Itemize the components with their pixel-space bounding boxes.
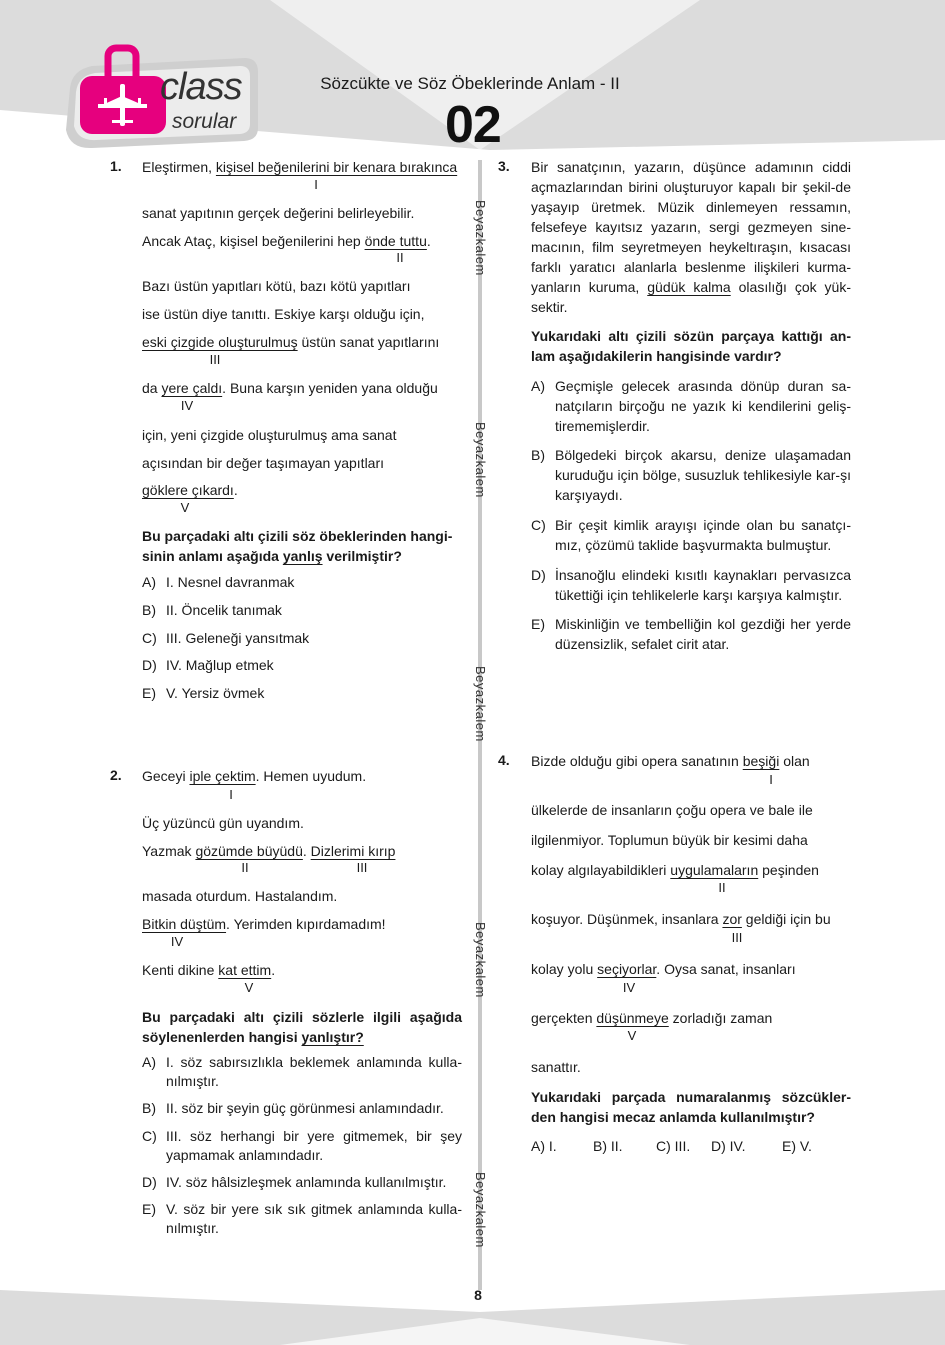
q1-underlined-2: önde tuttu	[364, 233, 427, 249]
q1-underlined-4: yere çaldı	[161, 380, 223, 396]
q1-underlined-1: kişisel beğenilerini bir kenara bırakınca	[215, 159, 458, 175]
q4-option-b[interactable]: B) II.	[593, 1138, 623, 1154]
q1-mark-5: V	[180, 500, 190, 515]
q4-option-c[interactable]: C) III.	[656, 1138, 691, 1154]
q2-line-5: Bitkin düştüm. Yerimden kıpırdamadım!	[142, 916, 386, 932]
q3-option-c[interactable]: C) Bir çeşit kimlik arayışı içinde olan bu sanatçı-mız, çözümü taklide başvurmakta bulmuştur.	[531, 517, 851, 553]
q4-line-8: sanattır.	[531, 1059, 581, 1075]
q4-line-1: Bizde olduğu gibi opera sanatının beşiği olan	[531, 753, 810, 769]
q3-option-d[interactable]: D) İnsanoğlu elindeki kısıtlı kaynakları pervasızca tükettiği için tehlikelerle karşı karşıya kalmıştır.	[531, 567, 851, 603]
q4-number: 4.	[498, 752, 510, 768]
q2-mark-5: V	[244, 980, 254, 995]
q1-line-8: için, yeni çizgide oluşturulmuş ama sanat	[142, 427, 397, 443]
q1-line-5: ise üstün diye tanıttı. Eskiye karşı olduğu için,	[142, 306, 425, 322]
q4-mark-4: IV	[622, 980, 636, 995]
q2-option-c[interactable]: C) III. söz herhangi bir yere gitmemek, bir şey yapmamak anlamındadır.	[142, 1128, 462, 1163]
watermark-4: Beyazkalem	[473, 922, 488, 998]
q4-mark-1: I	[769, 772, 773, 787]
q1-underlined-3: eski çizgide oluşturulmuş	[142, 334, 298, 350]
q1-option-b[interactable]: B) II. Öncelik tanımak	[142, 602, 282, 618]
q3-option-e[interactable]: E) Miskinliğin ve tembelliğin kol gezdiği her yerde düzensizlik, sefalet cirit atar.	[531, 616, 851, 652]
q2-option-b[interactable]: B) II. söz bir şeyin güç görünmesi anlamındadır.	[142, 1100, 444, 1116]
watermark-1: Beyazkalem	[473, 200, 488, 276]
q2-underlined-4: Bitkin düştüm	[142, 916, 227, 932]
q1-line-9: açısından bir değer taşımayan yapıtları	[142, 455, 385, 471]
q4-mark-5: V	[627, 1028, 637, 1043]
q1-line-1: Eleştirmen, kişisel beğenilerini bir kenara bırakınca	[142, 159, 458, 175]
q1-underlined-5: göklere çıkardı	[142, 482, 234, 498]
q1-line-10: göklere çıkardı.	[142, 482, 238, 498]
q2-underlined-5: kat ettim	[218, 962, 272, 978]
q2-mark-1: I	[229, 787, 233, 802]
q1-line-2: sanat yapıtının gerçek değerini belirleyebilir.	[142, 205, 415, 221]
unit-number: 02	[445, 96, 501, 154]
q2-line-6: Kenti dikine kat ettim.	[142, 962, 276, 978]
q4-underlined-4: seçiyorlar	[597, 961, 657, 977]
q4-line-3: ilgilenmiyor. Toplumun büyük bir kesimi daha	[531, 832, 808, 848]
q4-line-4: kolay algılayabildikleri uygulamaların peşinden	[531, 862, 819, 878]
q4-line-7: gerçekten düşünmeye zorladığı zaman	[531, 1010, 773, 1026]
q4-underlined-3: zor	[722, 911, 742, 927]
q1-mark-1: I	[314, 177, 318, 192]
q3-passage: Bir sanatçının, yazarın, düşünce adamının ciddi açmazlarından birini oluşturuyor kapalı bir şekil-de yaşayıp üretmek. Müzik dinlemeyen ressamın, felsefeye kayıtsız yazarın, sergi gezmeyen sine-macının, film seyretmeyen heykeltıraşın, kısacası farklı yaratıcı alanlarla beslenme ilişkileri kurma-yanların kuruma, güdük kalma olasılığı çok yük-sektir.	[531, 159, 851, 315]
q4-line-6: kolay yolu seçiyorlar. Oysa sanat, insanları	[531, 961, 796, 977]
q2-mark-3: III	[356, 860, 368, 875]
q2-mark-2: II	[241, 860, 249, 875]
badge-class-text: class	[160, 66, 242, 108]
q4-underlined-5: düşünmeye	[596, 1010, 669, 1026]
q2-mark-4: IV	[170, 934, 184, 949]
q2-question: Bu parçadaki altı çizili sözlerle ilgili aşağıda söylenenlerden hangisi yanlıştır?	[142, 1009, 462, 1045]
q2-line-3: Yazmak gözümde büyüdü. Dizlerimi kırıp	[142, 843, 396, 859]
q1-line-7: da yere çaldı. Buna karşın yeniden yana olduğu	[142, 380, 438, 396]
q2-option-a[interactable]: A) I. söz sabırsızlıkla beklemek anlamında kulla-nılmıştır.	[142, 1054, 462, 1089]
q1-option-a[interactable]: A) I. Nesnel davranmak	[142, 574, 295, 590]
q2-underlined-1: iple çektim	[189, 768, 256, 784]
q1-question: Bu parçadaki altı çizili söz öbeklerinden hangi- sinin anlamı aşağıda yanlış verilmiştir?	[142, 528, 453, 564]
q2-option-d[interactable]: D) IV. söz hâlsizleşmek anlamında kullanılmıştır.	[142, 1174, 447, 1190]
page-number: 8	[474, 1287, 482, 1303]
q3-option-a[interactable]: A) Geçmişle gelecek arasında dönüp duran sa-natçıların birçoğu ne yazık ki kendilerini geliş-tirememişlerdir.	[531, 378, 851, 434]
q4-line-2: ülkelerde de insanların çoğu opera ve bale ile	[531, 802, 813, 818]
q2-underlined-2: gözümde büyüdü	[195, 843, 303, 859]
q1-mark-4: IV	[180, 398, 194, 413]
q1-option-e[interactable]: E) V. Yersiz övmek	[142, 685, 265, 701]
q2-underlined-3: Dizlerimi kırıp	[310, 843, 396, 859]
q1-option-c[interactable]: C) III. Geleneği yansıtmak	[142, 630, 310, 646]
badge-sorular-text: sorular	[172, 110, 237, 133]
q3-question: Yukarıdaki altı çizili sözün parçaya kattığı an-lam aşağıdakilerin hangisinde vardır?	[531, 328, 851, 364]
q4-option-d[interactable]: D) IV.	[711, 1138, 746, 1154]
q4-underlined-1: beşiği	[742, 753, 780, 769]
q4-underlined-2: uygulamaların	[670, 862, 759, 878]
q3-option-b[interactable]: B) Bölgedeki birçok akarsu, denize ulaşamadan kuruduğu için bölge, susuzluk tehlikesiyle kar-şı karşıyaydı.	[531, 447, 851, 503]
q2-option-e[interactable]: E) V. söz bir yere sık sık gitmek anlamında kulla-nılmıştır.	[142, 1201, 462, 1236]
q1-mark-2: II	[396, 250, 404, 265]
q4-mark-2: II	[718, 880, 726, 895]
q4-mark-3: III	[731, 930, 743, 945]
watermark-5: Beyazkalem	[473, 1172, 488, 1248]
q2-number: 2.	[110, 767, 122, 783]
q1-line-3: Ancak Ataç, kişisel beğenilerini hep önde tuttu.	[142, 233, 431, 249]
watermark-2: Beyazkalem	[473, 422, 488, 498]
q1-number: 1.	[110, 158, 122, 174]
page-title: Sözcükte ve Söz Öbeklerinde Anlam - II	[320, 74, 620, 93]
q1-line-6: eski çizgide oluşturulmuş üstün sanat yapıtlarını	[142, 334, 440, 350]
q1-mark-3: III	[209, 352, 221, 367]
q4-option-a[interactable]: A) I.	[531, 1138, 557, 1154]
q3-underlined: güdük kalma	[647, 279, 731, 295]
q2-line-1: Geceyi iple çektim. Hemen uyudum.	[142, 768, 367, 784]
q4-option-e[interactable]: E) V.	[782, 1138, 812, 1154]
q4-line-5: koşuyor. Düşünmek, insanlara zor geldiği için bu	[531, 911, 831, 927]
q1-option-d[interactable]: D) IV. Mağlup etmek	[142, 657, 274, 673]
q3-number: 3.	[498, 158, 510, 174]
q1-line-4: Bazı üstün yapıtları kötü, bazı kötü yapıtları	[142, 278, 411, 294]
q2-line-2: Üç yüzüncü gün uyandım.	[142, 815, 304, 831]
q4-question: Yukarıdaki parçada numaralanmış sözcükler-den hangisi mecaz anlamda kullanılmıştır?	[531, 1089, 851, 1125]
q2-line-4: masada oturdum. Hastalandım.	[142, 888, 338, 904]
watermark-3: Beyazkalem	[473, 666, 488, 742]
